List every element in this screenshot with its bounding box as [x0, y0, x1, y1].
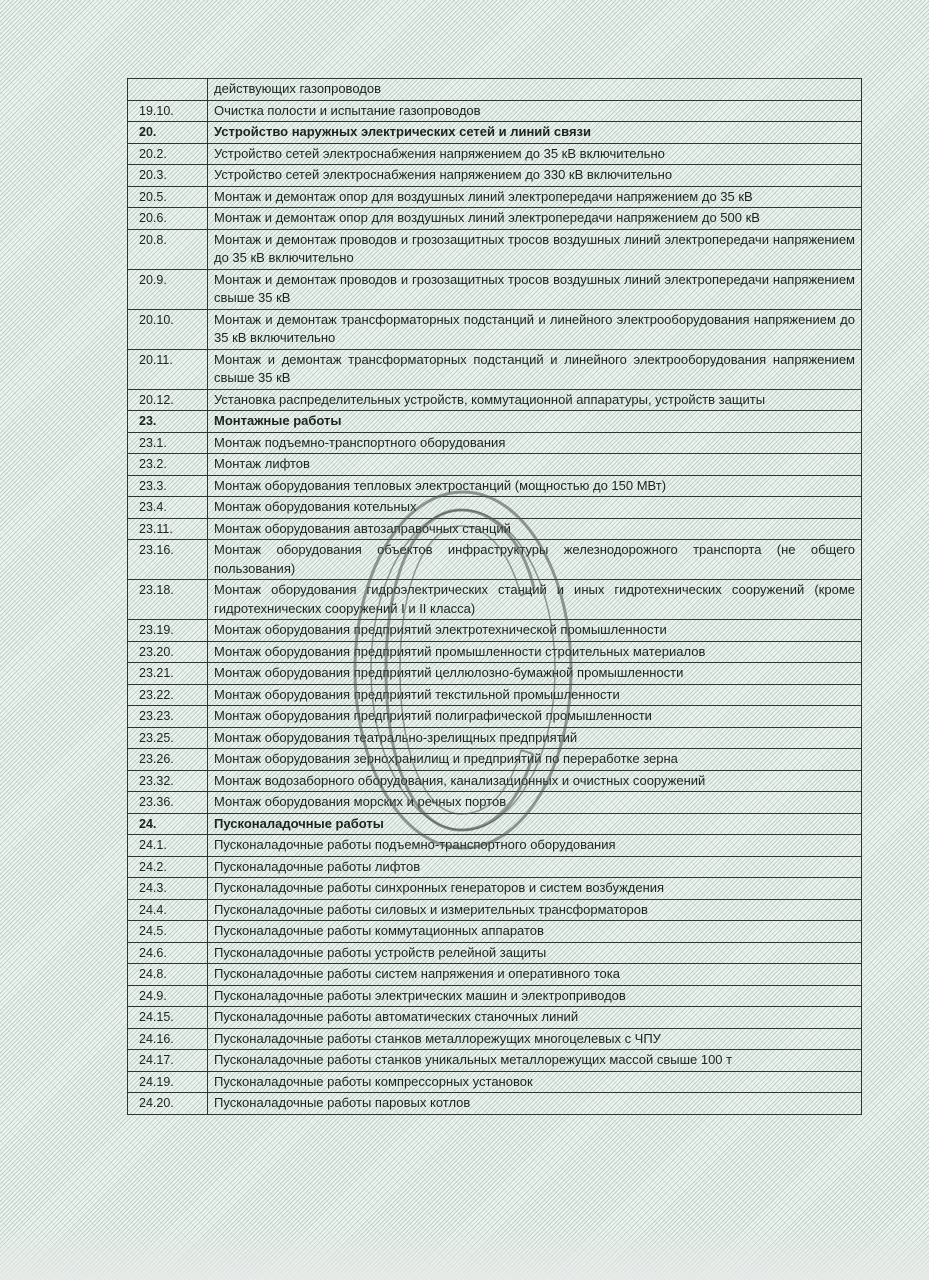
works-list-body [128, 79, 862, 1115]
row-code: 20.2. [128, 143, 208, 165]
table-row [128, 878, 862, 900]
row-code: 23.25. [128, 727, 208, 749]
row-description: Пусконаладочные работы систем напряжения и оперативного тока [208, 964, 862, 986]
row-code: 24.4. [128, 899, 208, 921]
section-row [128, 813, 862, 835]
table-row [128, 899, 862, 921]
row-description: Пусконаладочные работы электрических машин и электроприводов [208, 985, 862, 1007]
row-description: Монтаж оборудования объектов инфраструктуры железнодорожного транспорта (не общего пользования) [208, 540, 862, 580]
row-code: 23.16. [128, 540, 208, 580]
row-description: Устройство сетей электроснабжения напряжением до 35 кВ включительно [208, 143, 862, 165]
row-code: 23.23. [128, 706, 208, 728]
row-description: Установка распределительных устройств, коммутационной аппаратуры, устройств защиты [208, 389, 862, 411]
row-description: Монтаж оборудования предприятий промышленности строительных материалов [208, 641, 862, 663]
table-row [128, 1071, 862, 1093]
row-code: 23.1. [128, 432, 208, 454]
row-code: 24.9. [128, 985, 208, 1007]
row-code: 23.2. [128, 454, 208, 476]
table-row [128, 100, 862, 122]
row-description: Монтаж оборудования морских и речных портов [208, 792, 862, 814]
table-row [128, 454, 862, 476]
row-code: 24.8. [128, 964, 208, 986]
row-description: Пусконаладочные работы паровых котлов [208, 1093, 862, 1115]
row-description: Монтаж и демонтаж трансформаторных подстанций и линейного электрооборудования напряжением до 35 кВ включительно [208, 309, 862, 349]
row-description: Монтаж и демонтаж проводов и грозозащитных тросов воздушных линий электропередачи напряжением свыше 35 кВ [208, 269, 862, 309]
row-code [128, 79, 208, 101]
row-code: 24.5. [128, 921, 208, 943]
row-description: Устройство сетей электроснабжения напряжением до 330 кВ включительно [208, 165, 862, 187]
row-description: действующих газопроводов [208, 79, 862, 101]
row-description: Монтаж и демонтаж проводов и грозозащитных тросов воздушных линий электропередачи напряжением до 35 кВ включительно [208, 229, 862, 269]
table-row [128, 497, 862, 519]
row-code: 23.20. [128, 641, 208, 663]
row-description: Пусконаладочные работы [208, 813, 862, 835]
table-row [128, 309, 862, 349]
table-row [128, 518, 862, 540]
row-description: Устройство наружных электрических сетей и линий связи [208, 122, 862, 144]
row-description: Пусконаладочные работы устройств релейной защиты [208, 942, 862, 964]
works-list-table [127, 78, 862, 1115]
row-description: Монтаж и демонтаж опор для воздушных линий электропередачи напряжением до 35 кВ [208, 186, 862, 208]
row-code: 20.9. [128, 269, 208, 309]
row-description: Монтаж оборудования автозаправочных станций [208, 518, 862, 540]
row-description: Пусконаладочные работы коммутационных аппаратов [208, 921, 862, 943]
row-code: 24.20. [128, 1093, 208, 1115]
row-code: 23.19. [128, 620, 208, 642]
table-row [128, 1028, 862, 1050]
row-code: 20.12. [128, 389, 208, 411]
row-code: 20. [128, 122, 208, 144]
row-description: Пусконаладочные работы лифтов [208, 856, 862, 878]
table-row [128, 835, 862, 857]
row-code: 24.2. [128, 856, 208, 878]
row-code: 24.16. [128, 1028, 208, 1050]
row-description: Монтаж водозаборного оборудования, канализационных и очистных сооружений [208, 770, 862, 792]
table-row [128, 792, 862, 814]
table-row [128, 706, 862, 728]
table-row [128, 663, 862, 685]
row-description: Монтаж оборудования тепловых электростанций (мощностью до 150 МВт) [208, 475, 862, 497]
row-code: 23.4. [128, 497, 208, 519]
row-code: 20.11. [128, 349, 208, 389]
row-code: 23.26. [128, 749, 208, 771]
table-row [128, 432, 862, 454]
row-description: Монтаж оборудования котельных [208, 497, 862, 519]
row-code: 23.21. [128, 663, 208, 685]
row-code: 24.19. [128, 1071, 208, 1093]
row-description: Пусконаладочные работы компрессорных установок [208, 1071, 862, 1093]
table-row [128, 1050, 862, 1072]
table-row [128, 1007, 862, 1029]
table-row [128, 985, 862, 1007]
row-description: Монтаж и демонтаж трансформаторных подстанций и линейного электрооборудования напряжением свыше 35 кВ [208, 349, 862, 389]
page-bottom-fade [0, 1225, 929, 1280]
table-row [128, 349, 862, 389]
table-row [128, 165, 862, 187]
row-code: 23. [128, 411, 208, 433]
table-row [128, 229, 862, 269]
row-code: 24. [128, 813, 208, 835]
table-row [128, 269, 862, 309]
table-row [128, 770, 862, 792]
row-description: Монтаж оборудования предприятий текстильной промышленности [208, 684, 862, 706]
table-row [128, 942, 862, 964]
row-description: Монтаж подъемно-транспортного оборудования [208, 432, 862, 454]
row-code: 20.5. [128, 186, 208, 208]
row-code: 19.10. [128, 100, 208, 122]
row-code: 24.17. [128, 1050, 208, 1072]
table-row [128, 641, 862, 663]
table-row [128, 727, 862, 749]
row-code: 23.36. [128, 792, 208, 814]
row-code: 23.18. [128, 580, 208, 620]
row-description: Пусконаладочные работы синхронных генераторов и систем возбуждения [208, 878, 862, 900]
row-description: Монтаж лифтов [208, 454, 862, 476]
row-description: Монтаж оборудования зернохранилищ и предприятий по переработке зерна [208, 749, 862, 771]
row-description: Монтаж оборудования театрально-зрелищных предприятий [208, 727, 862, 749]
table-row [128, 964, 862, 986]
table-row [128, 856, 862, 878]
table-row [128, 580, 862, 620]
row-code: 24.3. [128, 878, 208, 900]
table-row [128, 684, 862, 706]
row-description: Монтаж оборудования предприятий полиграфической промышленности [208, 706, 862, 728]
row-code: 23.11. [128, 518, 208, 540]
table-row [128, 143, 862, 165]
row-code: 23.3. [128, 475, 208, 497]
row-description: Пусконаладочные работы автоматических станочных линий [208, 1007, 862, 1029]
row-description: Монтаж оборудования гидроэлектрических станций и иных гидротехнических сооружений (кроме гидротехнических сооружений I и II класса) [208, 580, 862, 620]
row-description: Пусконаладочные работы станков уникальных металлорежущих массой свыше 100 т [208, 1050, 862, 1072]
row-code: 23.22. [128, 684, 208, 706]
table-row [128, 1093, 862, 1115]
row-description: Пусконаладочные работы подъемно-транспортного оборудования [208, 835, 862, 857]
table-row [128, 389, 862, 411]
row-description: Монтаж оборудования предприятий целлюлозно-бумажной промышленности [208, 663, 862, 685]
table-row [128, 620, 862, 642]
row-description: Очистка полости и испытание газопроводов [208, 100, 862, 122]
row-description: Монтажные работы [208, 411, 862, 433]
table-row [128, 79, 862, 101]
section-row [128, 411, 862, 433]
table-row [128, 208, 862, 230]
row-code: 20.10. [128, 309, 208, 349]
row-code: 20.3. [128, 165, 208, 187]
row-description: Монтаж оборудования предприятий электротехнической промышленности [208, 620, 862, 642]
table-row [128, 749, 862, 771]
section-row [128, 122, 862, 144]
row-description: Пусконаладочные работы силовых и измерительных трансформаторов [208, 899, 862, 921]
row-code: 23.32. [128, 770, 208, 792]
table-row [128, 921, 862, 943]
row-code: 24.1. [128, 835, 208, 857]
row-code: 24.6. [128, 942, 208, 964]
table-row [128, 540, 862, 580]
row-code: 20.8. [128, 229, 208, 269]
row-code: 20.6. [128, 208, 208, 230]
row-description: Пусконаладочные работы станков металлорежущих многоцелевых с ЧПУ [208, 1028, 862, 1050]
table-row [128, 475, 862, 497]
row-code: 24.15. [128, 1007, 208, 1029]
row-description: Монтаж и демонтаж опор для воздушных линий электропередачи напряжением до 500 кВ [208, 208, 862, 230]
table-row [128, 186, 862, 208]
